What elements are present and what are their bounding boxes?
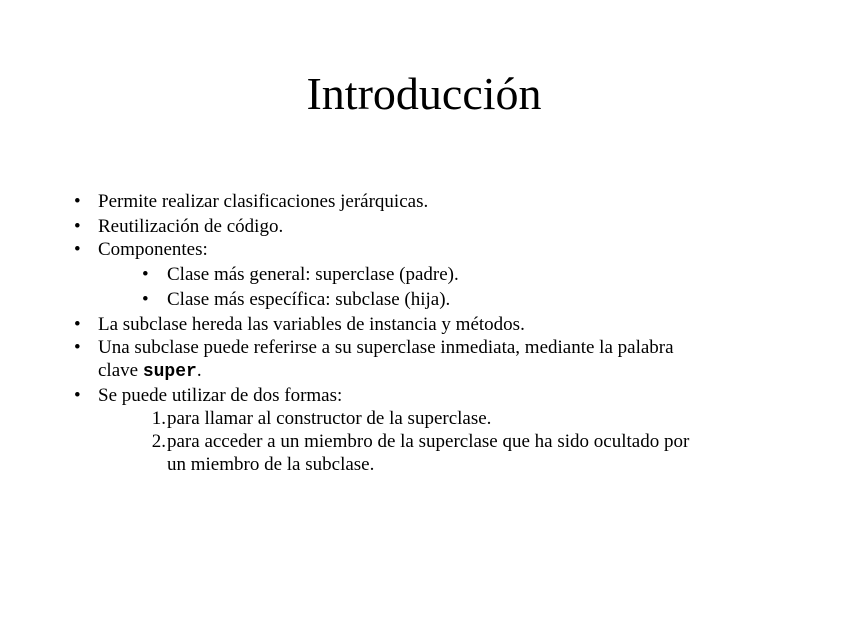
list-item — [70, 215, 790, 238]
list-item — [70, 238, 790, 261]
bullet-marker: • — [74, 337, 81, 358]
bullet-marker: • — [74, 314, 81, 335]
list-item — [70, 336, 790, 384]
list-item-text: Permite realizar clasificaciones jerárquicas. — [98, 191, 429, 212]
sub-list-item — [70, 288, 790, 311]
sub-list-item-text: Clase más general: superclase (padre). — [167, 264, 459, 285]
number-marker: 1. — [151, 408, 166, 429]
list-item-text: Se puede utilizar de dos formas: — [98, 385, 343, 406]
list-item-text: Componentes: — [98, 239, 208, 260]
list-item-text-prefix: clave — [98, 360, 143, 381]
list-item-text: Reutilización de código. — [98, 216, 284, 237]
code-keyword: super — [142, 362, 197, 382]
list-item — [70, 384, 790, 407]
list-item-text: La subclase hereda las variables de instancia y métodos. — [98, 314, 525, 335]
bullet-marker: • — [74, 239, 81, 260]
numbered-item-text: para llamar al constructor de la superclase. — [167, 408, 492, 429]
bullet-marker: • — [74, 216, 81, 237]
numbered-item — [70, 407, 790, 430]
slide-title: Introducción — [306, 68, 542, 119]
list-item-text: Una subclase puede referirse a su superclase inmediata, mediante la palabra — [98, 337, 674, 358]
bullet-list — [70, 190, 790, 476]
list-item-text-suffix: . — [196, 360, 202, 381]
sub-list-item — [70, 263, 790, 286]
numbered-item — [70, 430, 790, 476]
list-item — [70, 190, 790, 213]
numbered-item-text: para acceder a un miembro de la superclase que ha sido ocultado por — [167, 431, 690, 452]
list-item — [70, 313, 790, 336]
bullet-marker: • — [142, 264, 149, 285]
bullet-marker: • — [74, 191, 81, 212]
bullet-marker: • — [74, 385, 81, 406]
sub-list-item-text: Clase más específica: subclase (hija). — [167, 289, 451, 310]
bullet-marker: • — [142, 289, 149, 310]
numbered-item-text: un miembro de la subclase. — [167, 454, 375, 475]
number-marker: 2. — [151, 431, 166, 452]
